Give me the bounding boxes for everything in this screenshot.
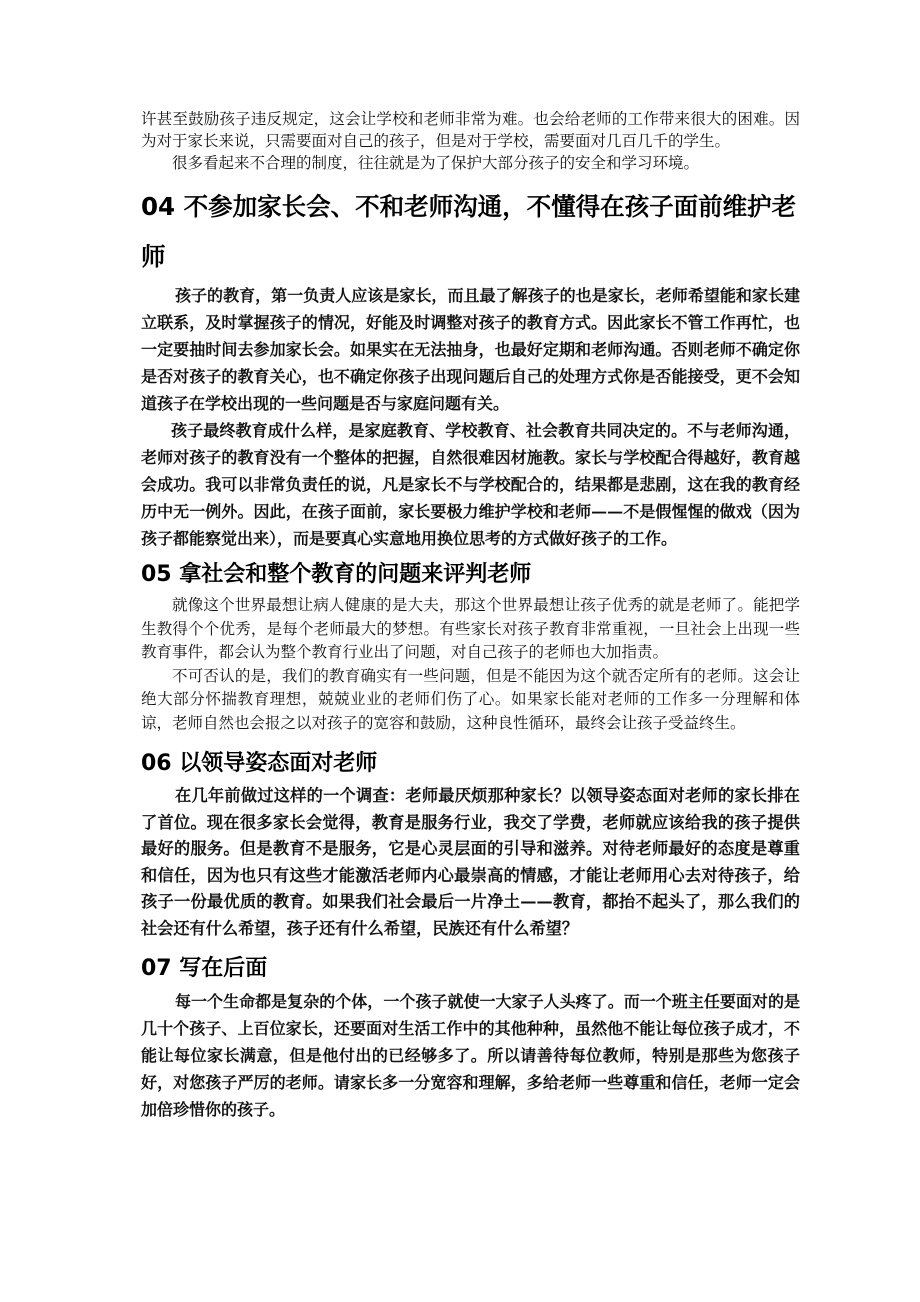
intro-paragraph-2: 很多看起来不合理的制度，往往就是为了保护大部分孩子的安全和学习环境。: [172, 154, 700, 172]
intro-section: [141, 108, 800, 174]
section-07-heading: 07 写在后面: [141, 956, 268, 981]
section-06-paragraph-1: 在几年前做过这样的一个调查：老师最厌烦那种家长？以领导姿态面对老师的家长排在了首位。现在很多家长会觉得，教育是服务行业，我交了学费，老师就应该给我的孩子提供最好的服务。但是教育不是服务，它是心灵层面的引导和滋养。对待老师最好的态度是尊重和信任，因为也只有这些才能激活老师内心最崇高的情感，才能让老师用心去对待孩子，给孩子一份最优质的教育。如果我们社会最后一片净土——教育，都抬不起头了，那么我们的社会还有什么希望，孩子还有什么希望，民族还有什么希望？: [141, 786, 800, 938]
section-06-heading: 06 以领导姿态面对老师: [141, 751, 378, 776]
section-05-paragraph-1: 就像这个世界最想让病人健康的是大夫，那这个世界最想让孩子优秀的就是老师了。能把学生教得个个优秀，是每个老师最大的梦想。有些家长对孩子教育非常重视，一旦社会上出现一些教育事件，都会认为整个教育行业出了问题，对自己孩子的老师也大加指责。: [141, 596, 800, 661]
section-04-paragraph-2: 孩子最终教育成什么样，是家庭教育、学校教育、社会教育共同决定的。不与老师沟通，老师对孩子的教育没有一个整体的把握，自然很难因材施教。家长与学校配合得越好，教育越会成功。我可以非常负责任的说，凡是家长不与学校配合的，结果都是悲剧，这在我的教育经历中无一例外。因此，在孩子面前，家长要极力维护学校和老师——不是假惺惺的做戏（因为孩子都能察觉出来），而是要真心实意地用换位思考的方式做好孩子的工作。: [141, 421, 800, 548]
section-05-heading: 05 拿社会和整个教育的问题来评判老师: [141, 562, 532, 587]
section-05-paragraph-2: 不可否认的是，我们的教育确实有一些问题，但是不能因为这个就否定所有的老师。这会让绝大部分怀揣教育理想，兢兢业业的老师们伤了心。如果家长能对老师的工作多一分理解和体谅，老师自然也会报之以对孩子的宽容和鼓励，这种良性循环，最终会让孩子受益终生。: [141, 666, 800, 732]
section-07-paragraph-1: 每一个生命都是复杂的个体，一个孩子就使一大家子人头疼了。而一个班主任要面对的是几十个孩子、上百位家长，还要面对生活工作中的其他种种，虽然他不能让每位孩子成才，不能让每位家长满意，但是他付出的已经够多了。所以请善待每位教师，特别是那些为您孩子好，对您孩子严厉的老师。请家长多一分宽容和理解，多给老师一些尊重和信任，老师一定会加倍珍惜你的孩子。: [141, 992, 800, 1119]
section-04-paragraph-1: 孩子的教育，第一负责人应该是家长，而且最了解孩子的也是家长，老师希望能和家长建立联系，及时掌握孩子的情况，好能及时调整对孩子的教育方式。因此家长不管工作再忙，也一定要抽时间去参加家长会。如果实在无法抽身，也最好定期和老师沟通。否则老师不确定你是否对孩子的教育关心，也不确定你孩子出现问题后自己的处理方式你是否能接受，更不会知道孩子在学校出现的一些问题是否与家庭问题有关。: [141, 286, 800, 413]
intro-paragraph-1: 许甚至鼓励孩子违反规定，这会让学校和老师非常为难。也会给老师的工作带来很大的困难。因为对于家长来说，只需要面对自己的孩子，但是对于学校，需要面对几百几千的学生。: [141, 110, 800, 150]
section-04-heading: 04 不参加家长会、不和老师沟通，不懂得在孩子面前维护老师: [141, 192, 797, 271]
